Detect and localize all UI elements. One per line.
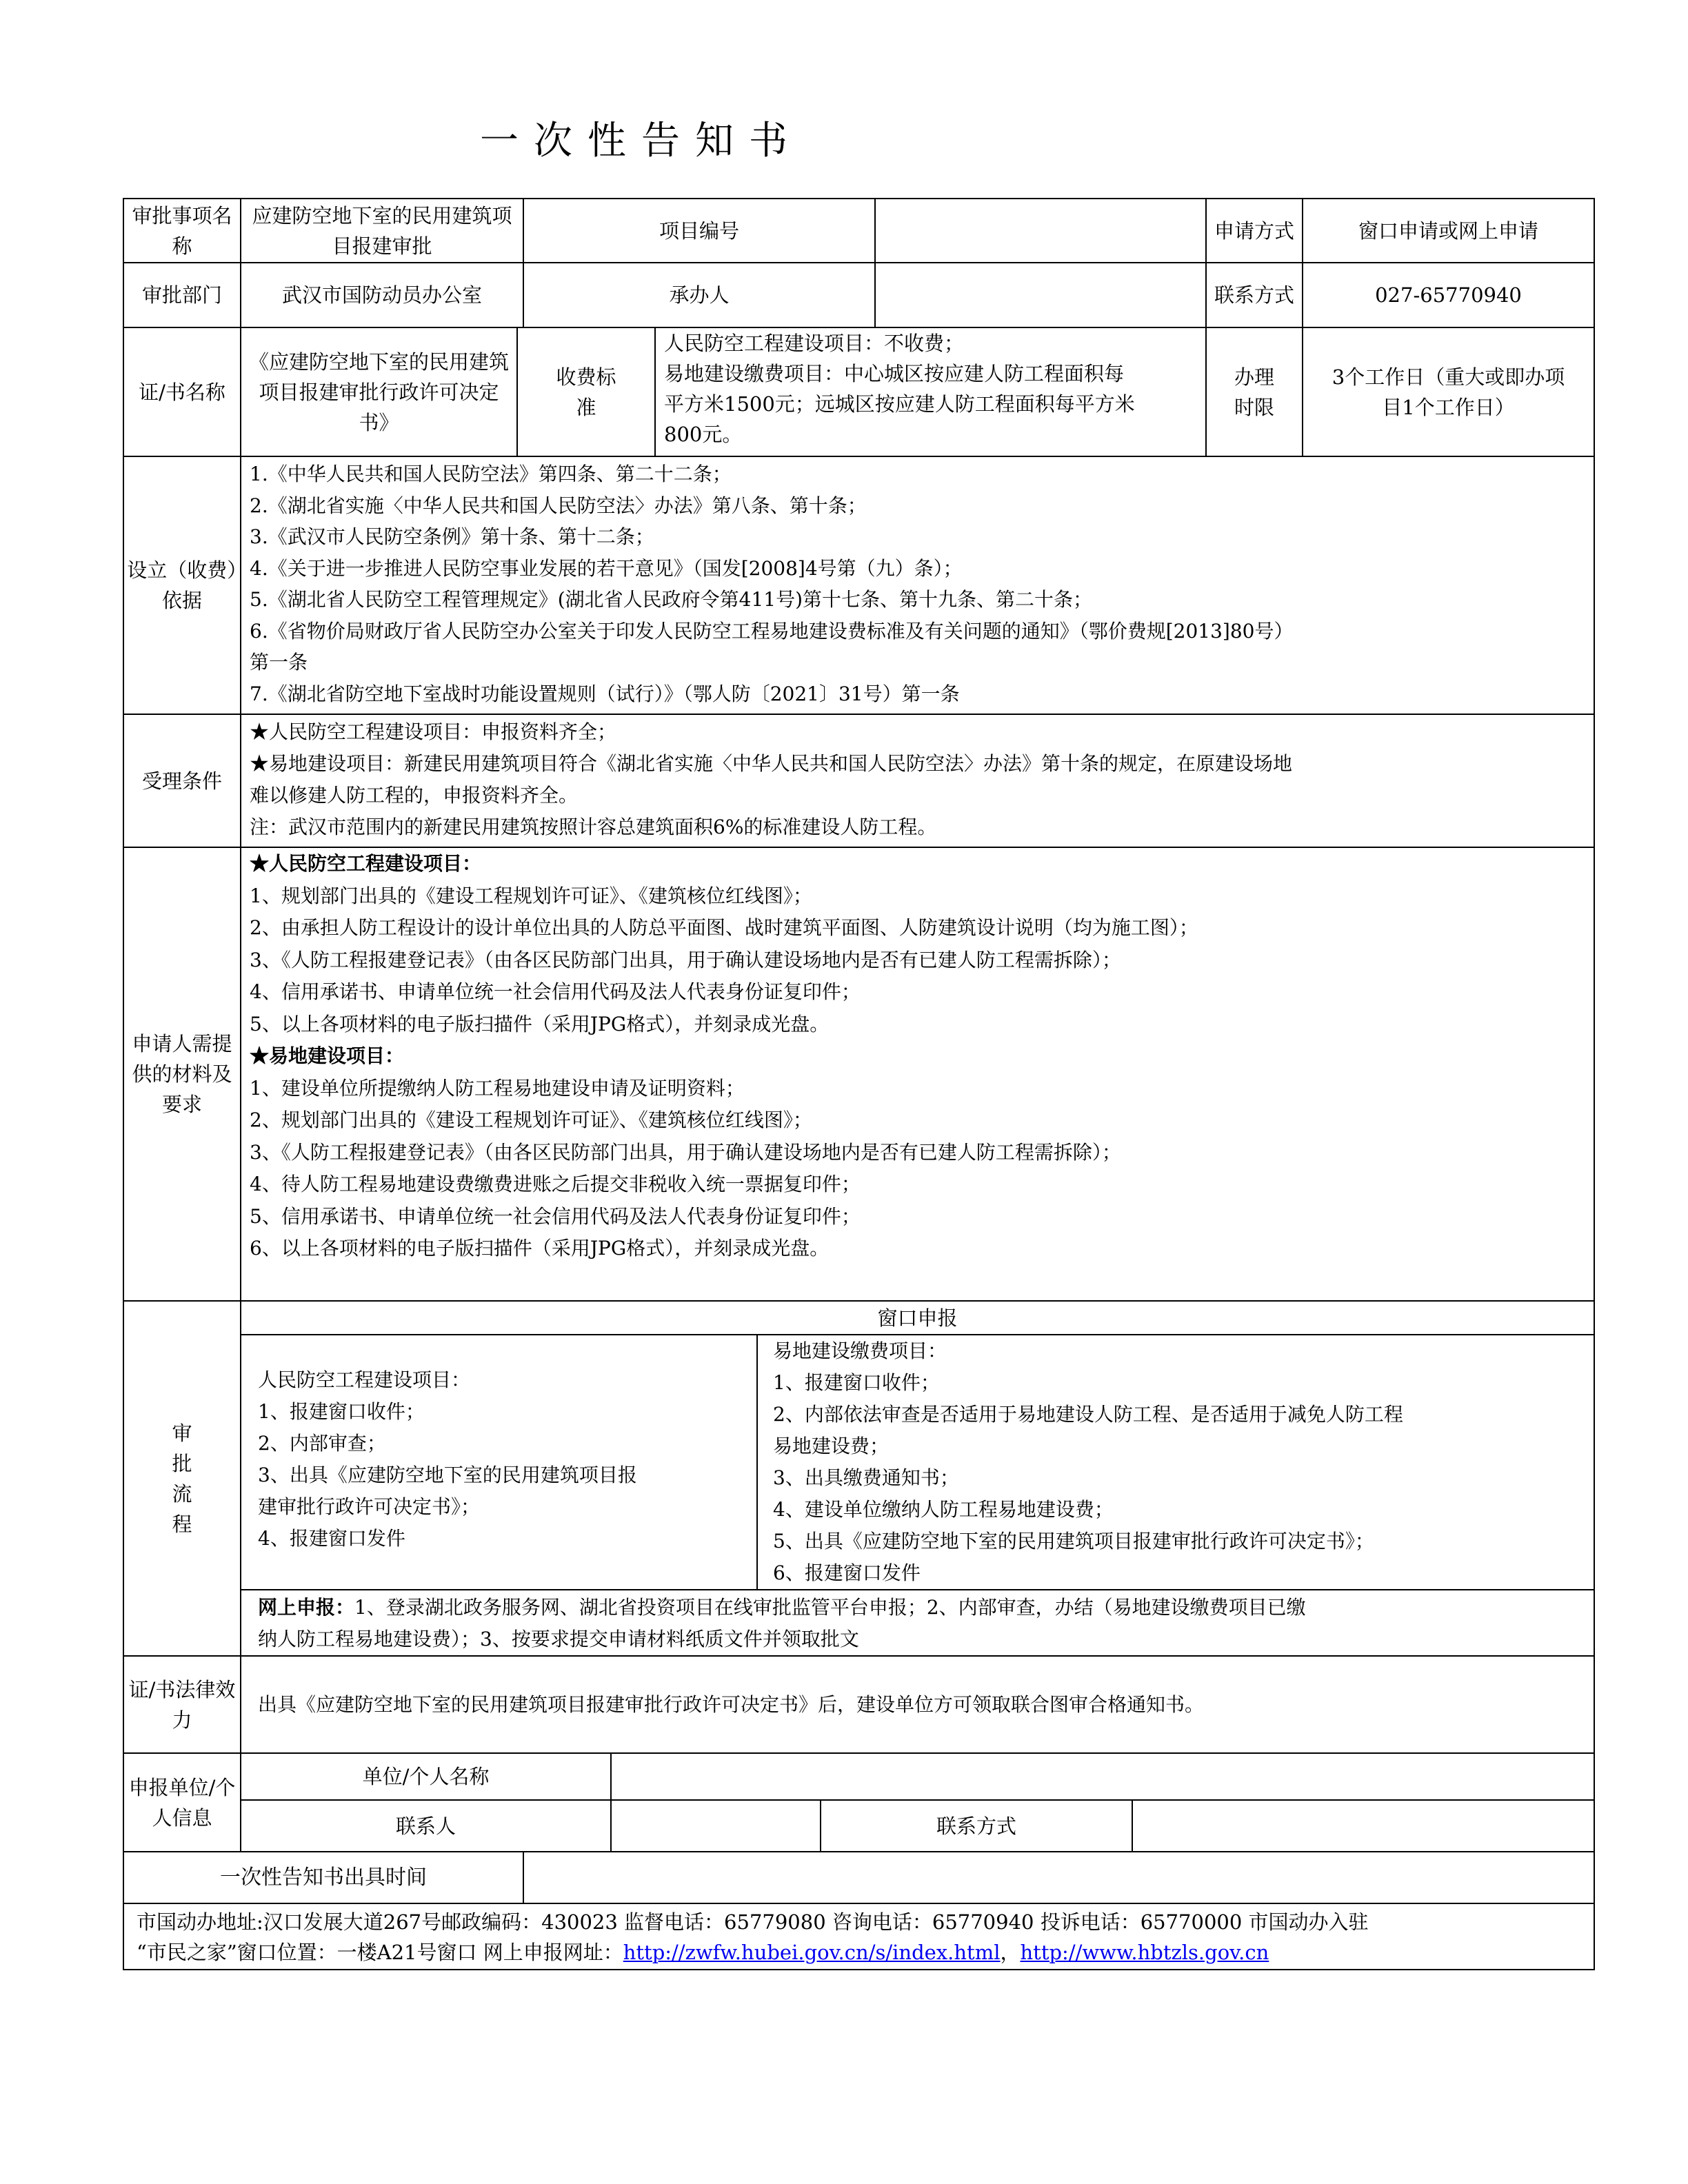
materials-heading: ★易地建设项目：	[250, 1044, 405, 1067]
handler-value[interactable]	[875, 263, 1206, 327]
applicant-name-label: 单位/个人名称	[241, 1754, 611, 1800]
row-certificate	[123, 327, 1594, 456]
material-item: 4、待人防工程易地建设费缴费进账之后提交非税收入统一票据复印件；	[250, 1173, 861, 1195]
material-item: 3、《人防工程报建登记表》（由各区民防部门出具，用于确认建设场地内是否有已建人防工程需拆除）；	[250, 948, 1121, 971]
department-value: 武汉市国防动员办公室	[241, 263, 523, 327]
basis-item: 6.《省物价局财政厅省人民防空办公室关于印发人民防空工程易地建设费标准及有关问题的通知》（鄂价费规[2013]80号）	[250, 619, 1294, 643]
apply-method-value: 窗口申请或网上申请	[1303, 199, 1594, 263]
basis-item: 1.《中华人民共和国人民防空法》第四条、第二十二条；	[250, 463, 732, 485]
process-inner	[241, 1302, 1594, 1655]
footer-separator: ，	[1000, 1941, 1021, 1964]
row-conditions	[123, 714, 1594, 847]
process-left-item: 4、报建窗口发件	[258, 1527, 405, 1550]
certificate-fee-cell	[241, 327, 1206, 456]
item-name-value: 应建防空地下室的民用建筑项目报建审批	[241, 199, 523, 263]
process-left-item: 3、出具《应建防空地下室的民用建筑项目报	[258, 1464, 637, 1486]
process-left-item: 建审批行政许可决定书》；	[258, 1495, 481, 1518]
materials-list	[241, 847, 1594, 1301]
online-url-link-2[interactable]: http://www.hbtzls.gov.cn	[1020, 1941, 1269, 1964]
document-title: 一次性告知书	[480, 119, 803, 163]
time-limit-label: 办理时限	[1206, 327, 1303, 456]
fee-line: 易地建设缴费项目：中心城区按应建人防工程面积每	[664, 362, 1125, 385]
online-application	[241, 1590, 1594, 1655]
process-right-item: 1、报建窗口收件；	[773, 1371, 940, 1394]
process-right-item: 2、内部依法审查是否适用于易地建设人防工程、是否适用于减免人防工程	[773, 1403, 1403, 1426]
online-step: 1、登录湖北政务服务网、湖北省投资项目在线审批监管平台申报；2、内部审查，办结（易地建设缴费项目已缴	[354, 1596, 1306, 1619]
row-process	[123, 1301, 1594, 1656]
basis-label: 设立（收费）依据	[123, 456, 241, 714]
row-applicant	[123, 1753, 1594, 1852]
process-left-item: 2、内部审查；	[258, 1432, 386, 1455]
issue-time-value[interactable]	[523, 1852, 1594, 1903]
basis-item: 4.《关于进一步推进人民防空事业发展的若干意见》（国发[2008]4号第（九）条）；	[250, 556, 963, 580]
material-item: 2、由承担人防工程设计的设计单位出具的人防总平面图、战时建筑平面图、人防建筑设计说明（均为施工图）；	[250, 916, 1198, 939]
process-right-item: 易地建设缴费项目：	[773, 1339, 947, 1362]
fee-label: 收费标准	[517, 328, 655, 456]
contact-person-value[interactable]	[611, 1800, 821, 1851]
notice-table	[123, 198, 1595, 1970]
condition-item: 注：武汉市范围内的新建民用建筑按照计容总建筑面积6%的标准建设人防工程。	[250, 816, 937, 838]
applicant-label: 申报单位/个人信息	[123, 1753, 241, 1852]
footer-window-location: “市民之家”窗口位置：一楼A21号窗口 网上申报网址：	[137, 1941, 623, 1964]
material-item: 4、信用承诺书、申请单位统一社会信用代码及法人代表身份证复印件；	[250, 980, 861, 1003]
row-materials	[123, 847, 1594, 1301]
fee-line: 人民防空工程建设项目：不收费；	[664, 332, 965, 355]
certificate-fee-inner	[241, 328, 1205, 456]
process-left-item: 1、报建窗口收件；	[258, 1400, 425, 1423]
legal-effect-value: 出具《应建防空地下室的民用建筑项目报建审批行政许可决定书》后，建设单位方可领取联合图审合格通知书。	[241, 1656, 1594, 1753]
contact-label: 联系方式	[1206, 263, 1303, 327]
material-item: 1、规划部门出具的《建设工程规划许可证》、《建筑核位红线图》；	[250, 884, 812, 907]
row-department	[123, 263, 1594, 327]
issue-time-label: 一次性告知书出具时间	[123, 1852, 523, 1903]
process-right-item: 5、出具《应建防空地下室的民用建筑项目报建审批行政许可决定书》；	[773, 1530, 1374, 1553]
conditions-list	[241, 714, 1594, 847]
basis-item: 第一条	[250, 651, 308, 674]
materials-heading: ★人民防空工程建设项目：	[250, 852, 482, 875]
footer-contact	[123, 1903, 1594, 1970]
materials-label: 申请人需提供的材料及要求	[123, 847, 241, 1301]
basis-item: 7.《湖北省防空地下室战时功能设置规则（试行）》（鄂人防〔2021〕31号）第一条	[250, 682, 960, 705]
material-item: 3、《人防工程报建登记表》（由各区民防部门出具，用于确认建设场地内是否有已建人防工程需拆除）；	[250, 1140, 1121, 1164]
process-label: 审批流程	[123, 1301, 241, 1656]
contact-person-label: 联系人	[241, 1800, 611, 1851]
online-label: 网上申报：	[258, 1596, 355, 1619]
certificate-label: 证/书名称	[123, 327, 241, 456]
applicant-inner	[241, 1754, 1594, 1851]
material-item: 2、规划部门出具的《建设工程规划许可证》、《建筑核位红线图》；	[250, 1109, 812, 1131]
condition-item: ★易地建设项目：新建民用建筑项目符合《湖北省实施〈中华人民共和国人民防空法〉办法》第十条的规定，在原建设场地	[250, 752, 1293, 775]
basis-item: 3.《武汉市人民防空条例》第十条、第十二条；	[250, 525, 654, 548]
row-footer	[123, 1903, 1594, 1970]
process-left	[241, 1335, 757, 1590]
footer-address-line: 市国动办地址:汉口发展大道267号邮政编码：430023 监督电话：65779080 咨询电话：65770940 投诉电话：65770000 市国动办入驻	[137, 1910, 1369, 1934]
row-legal-effect	[123, 1656, 1594, 1753]
condition-item: 难以修建人防工程的，申报资料齐全。	[250, 784, 579, 807]
contact-value: 027-65770940	[1303, 263, 1594, 327]
material-item: 1、建设单位所提缴纳人防工程易地建设申请及证明资料；	[250, 1076, 745, 1100]
process-right	[757, 1335, 1594, 1590]
online-step: 纳人防工程易地建设费）；3、按要求提交申请材料纸质文件并领取批文	[258, 1628, 859, 1650]
conditions-label: 受理条件	[123, 714, 241, 847]
applicant-name-value[interactable]	[611, 1754, 1594, 1800]
online-url-link-1[interactable]: http://zwfw.hubei.gov.cn/s/index.html	[623, 1941, 1001, 1964]
material-item: 5、信用承诺书、申请单位统一社会信用代码及法人代表身份证复印件；	[250, 1204, 861, 1228]
certificate-value: 《应建防空地下室的民用建筑项目报建审批行政许可决定书》	[241, 328, 517, 456]
project-no-label: 项目编号	[523, 199, 875, 263]
applicant-cell	[241, 1753, 1594, 1852]
department-label: 审批部门	[123, 263, 241, 327]
item-name-label: 审批事项名称	[123, 199, 241, 263]
basis-item: 5.《湖北省人民防空工程管理规定》(湖北省人民政府令第411号)第十七条、第十九条、第二十条；	[250, 588, 1093, 611]
process-right-item: 3、出具缴费通知书；	[773, 1466, 959, 1489]
contact-method-value[interactable]	[1132, 1800, 1594, 1851]
notice-table-container	[123, 198, 1594, 1970]
fee-standard	[655, 328, 1205, 456]
fee-line: 平方米1500元；远城区按应建人防工程面积每平方米	[664, 392, 1135, 416]
process-cell	[241, 1301, 1594, 1656]
handler-label: 承办人	[523, 263, 875, 327]
process-right-item: 4、建设单位缴纳人防工程易地建设费；	[773, 1498, 1114, 1521]
project-no-value[interactable]	[875, 199, 1206, 263]
row-item-name	[123, 199, 1594, 263]
basis-item: 2.《湖北省实施〈中华人民共和国人民防空法〉办法》第八条、第十条；	[250, 494, 867, 517]
process-right-item: 6、报建窗口发件	[773, 1561, 921, 1584]
row-basis	[123, 456, 1594, 714]
basis-list	[241, 456, 1594, 714]
material-item: 5、以上各项材料的电子版扫描件（采用JPG格式），并刻录成光盘。	[250, 1012, 830, 1035]
apply-method-label: 申请方式	[1206, 199, 1303, 263]
row-issue-time	[123, 1852, 1594, 1903]
process-right-item: 易地建设费；	[773, 1435, 890, 1457]
time-limit-value: 3个工作日（重大或即办项目1个工作日）	[1303, 327, 1594, 456]
fee-line: 800元。	[664, 423, 743, 446]
process-left-item: 人民防空工程建设项目：	[258, 1368, 471, 1391]
material-item: 6、以上各项材料的电子版扫描件（采用JPG格式），并刻录成光盘。	[250, 1237, 830, 1260]
contact-method-label: 联系方式	[821, 1800, 1132, 1851]
condition-item: ★人民防空工程建设项目：申报资料齐全；	[250, 720, 617, 743]
legal-effect-label: 证/书法律效力	[123, 1656, 241, 1753]
window-header: 窗口申报	[241, 1302, 1594, 1335]
